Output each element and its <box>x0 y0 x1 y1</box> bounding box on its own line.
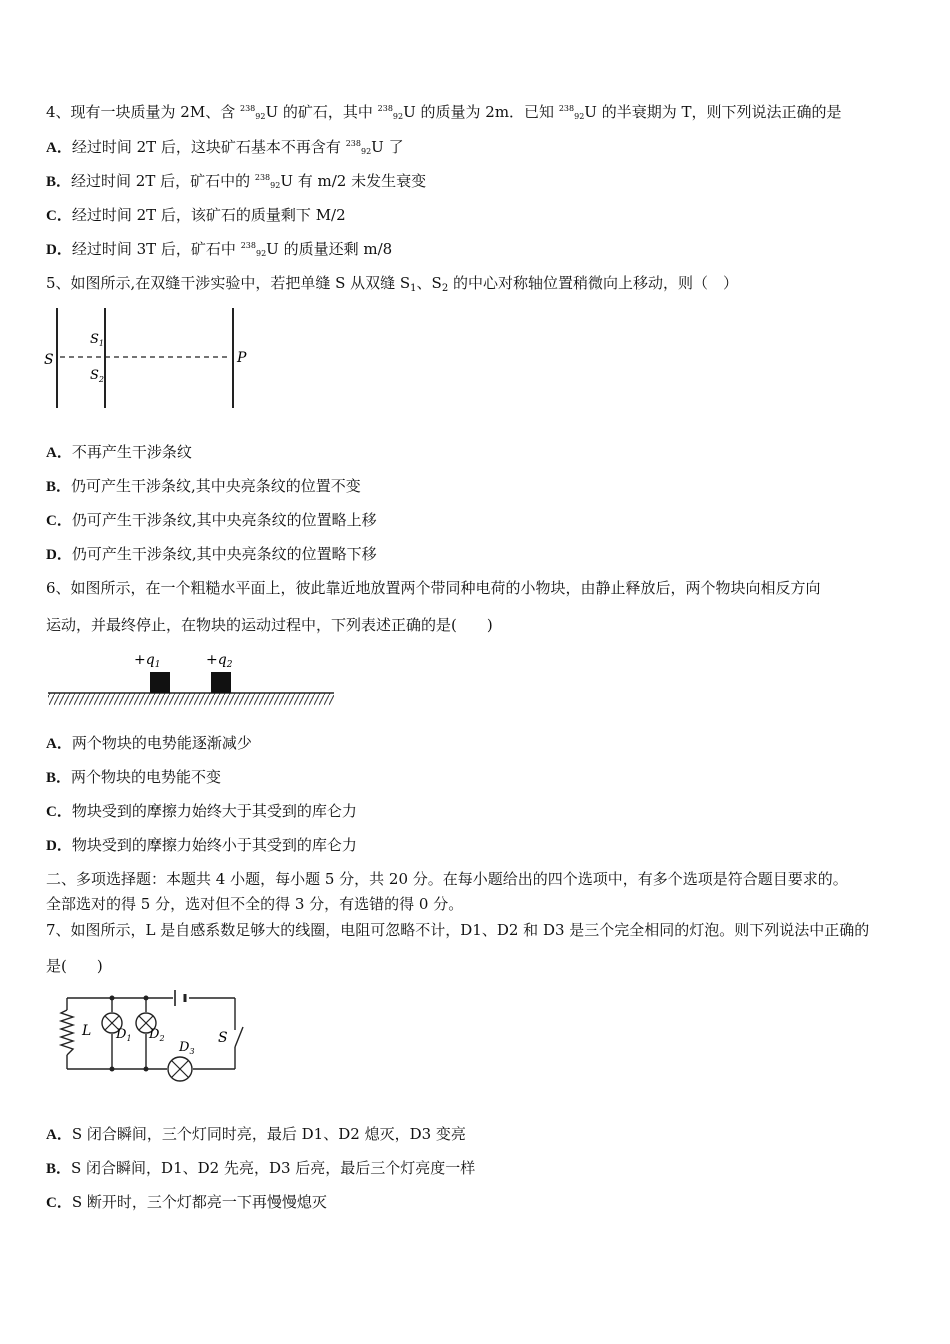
mass-number: 238 <box>345 139 361 148</box>
option-letter: B． <box>46 1161 72 1177</box>
label-l: L <box>82 1023 92 1039</box>
option-letter: B． <box>46 174 72 190</box>
q7-option-a[interactable] <box>46 1124 466 1145</box>
option-text: 经过时间 2T 后，矿石中的 <box>71 172 255 190</box>
q6-stem-line1: 6、如图所示，在一个粗糙水平面上，彼此靠近地放置两个带同种电荷的小物块，由静止释放后，两个物块向相反方向 <box>46 579 821 597</box>
section2-scoring: 全部选对的得 5 分，选对但不全的得 3 分，有选错的得 0 分。 <box>46 895 464 913</box>
block-1 <box>150 672 170 693</box>
q6-option-a[interactable] <box>46 733 252 754</box>
atomic-number: 92 <box>270 181 281 190</box>
mass-number: 238 <box>254 173 271 182</box>
lamp-d3 <box>168 1057 192 1081</box>
label-q1: $+q_1$ <box>134 652 161 670</box>
q7-stem-line1: 7、如图所示，L 是自感系数足够大的线圈，电阻可忽略不计，D1、D2 和 D3 是三个完全相同的灯泡。则下列说法中正确的 <box>46 921 870 939</box>
option-letter: A． <box>46 1127 72 1143</box>
option-letter: B． <box>46 770 72 786</box>
atomic-number: 92 <box>255 112 266 121</box>
option-letter: C． <box>46 1195 72 1211</box>
option-text: 仍可产生干涉条纹,其中央亮条纹的位置不变 <box>71 477 361 495</box>
label-d3: $D_3$ <box>179 1040 195 1056</box>
option-text: 仍可产生干涉条纹,其中央亮条纹的位置略上移 <box>71 511 377 529</box>
option-letter: B． <box>46 479 72 495</box>
q4-option-a[interactable] <box>46 137 404 160</box>
q4-option-d[interactable] <box>46 239 392 262</box>
q7-option-b[interactable] <box>46 1158 475 1179</box>
q6-stem-line2: 运动，并最终停止，在物块的运动过程中，下列表述正确的是( ) <box>46 616 493 634</box>
atomic-number: 92 <box>574 112 585 121</box>
charged-blocks-figure <box>44 645 336 710</box>
option-letter: D． <box>46 242 72 258</box>
q6-option-c[interactable] <box>46 801 357 822</box>
option-letter: C． <box>46 513 72 529</box>
option-text: S 闭合瞬间，三个灯同时亮，最后 D1、D2 熄灭，D3 变亮 <box>71 1125 466 1143</box>
option-letter: D． <box>46 838 72 854</box>
q4-stem-part: U 的半衰期为 T，则下列说法正确的是 <box>584 103 842 121</box>
section2-heading: 二、多项选择题：本题共 4 小题，每小题 5 分，共 20 分。在每小题给出的四个选项中，有多个选项是符合题目要求的。 <box>46 870 848 888</box>
circuit-figure <box>55 985 250 1085</box>
option-text: 两个物块的电势能逐渐减少 <box>71 734 252 752</box>
option-letter: A． <box>46 140 72 156</box>
atomic-number: 92 <box>392 112 404 121</box>
label-s2: $S_2$ <box>90 368 104 384</box>
block-2 <box>211 672 231 693</box>
q4-option-b[interactable] <box>46 171 426 194</box>
q4-stem <box>46 102 841 125</box>
option-text: 物块受到的摩擦力始终大于其受到的库仑力 <box>71 802 357 820</box>
q5-option-c[interactable] <box>46 510 377 531</box>
option-text: 两个物块的电势能不变 <box>71 768 222 786</box>
option-text: 不再产生干涉条纹 <box>71 443 192 461</box>
label-d2: $D_2$ <box>149 1027 165 1043</box>
junction-dot <box>110 996 115 1001</box>
q5-stem-part: 5、如图所示,在双缝干涉实验中，若把单缝 S 从双缝 S <box>46 274 411 292</box>
label-p: P <box>237 350 247 366</box>
q7-stem-line2: 是( ) <box>46 957 103 975</box>
label-s: S <box>44 352 54 368</box>
q4-option-c[interactable] <box>46 205 346 226</box>
mass-number: 238 <box>239 104 256 113</box>
label-s1: $S_1$ <box>90 332 104 348</box>
option-text: S 断开时，三个灯都亮一下再慢慢熄灭 <box>71 1193 327 1211</box>
option-letter: C． <box>46 804 72 820</box>
q6-option-b[interactable] <box>46 767 221 788</box>
atomic-number: 92 <box>360 147 372 156</box>
inductor-coil <box>61 1010 73 1055</box>
option-text: 经过时间 3T 后，矿石中 <box>71 240 241 258</box>
q4-stem-part: 4、现有一块质量为 2M、含 <box>46 103 240 121</box>
option-letter: D． <box>46 547 72 563</box>
atomic-number: 92 <box>255 249 267 258</box>
label-d1: $D_1$ <box>116 1027 132 1043</box>
q5-option-a[interactable] <box>46 442 192 463</box>
subscript: 2 <box>441 283 449 294</box>
q5-stem <box>46 273 738 296</box>
option-letter: A． <box>46 736 72 752</box>
mass-number: 238 <box>558 104 575 113</box>
subscript: 1 <box>410 283 417 294</box>
q4-stem-part: U 的质量为 2m．已知 <box>403 103 559 121</box>
q4-stem-part: U 的矿石，其中 <box>265 103 378 121</box>
option-text: U 有 m/2 未发生衰变 <box>280 172 427 190</box>
label-switch: S <box>218 1030 228 1046</box>
rough-ground <box>48 693 334 705</box>
option-letter: A． <box>46 445 72 461</box>
label-q2: $+q_2$ <box>206 652 233 670</box>
double-slit-figure <box>40 300 260 415</box>
q7-option-c[interactable] <box>46 1192 327 1213</box>
option-text: 物块受到的摩擦力始终小于其受到的库仑力 <box>71 836 357 854</box>
option-text: S 闭合瞬间，D1、D2 先亮，D3 后亮，最后三个灯亮度一样 <box>71 1159 476 1177</box>
option-text: 经过时间 2T 后，该矿石的质量剩下 M/2 <box>71 206 346 224</box>
option-text: 经过时间 2T 后，这块矿石基本不再含有 <box>71 138 346 156</box>
q5-option-b[interactable] <box>46 476 361 497</box>
junction-dot <box>110 1067 115 1072</box>
junction-dot <box>144 1067 149 1072</box>
junction-dot <box>144 996 149 1001</box>
option-letter: C． <box>46 208 72 224</box>
option-text: U 的质量还剩 m/8 <box>266 240 393 258</box>
option-text: 仍可产生干涉条纹,其中央亮条纹的位置略下移 <box>71 545 377 563</box>
q6-option-d[interactable] <box>46 835 357 856</box>
option-text: U 了 <box>371 138 404 156</box>
q5-option-d[interactable] <box>46 544 377 565</box>
mass-number: 238 <box>377 104 393 113</box>
mass-number: 238 <box>240 241 256 250</box>
q5-stem-part: 、S <box>416 274 442 292</box>
switch-blade <box>235 1027 243 1047</box>
q5-stem-part: 的中心对称轴位置稍微向上移动，则（ ） <box>448 274 738 292</box>
